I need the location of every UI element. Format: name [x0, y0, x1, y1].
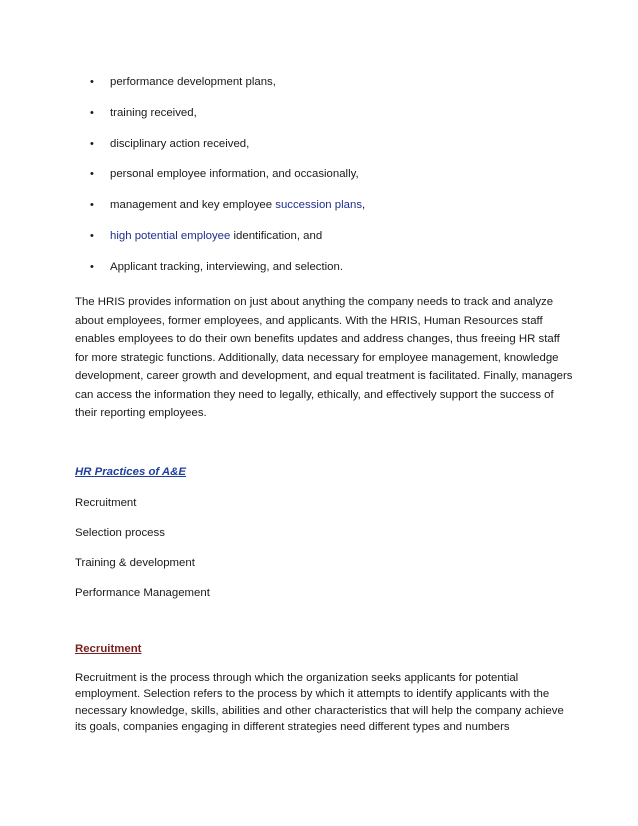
list-item: • training received, [90, 106, 197, 119]
bullet-icon: • [90, 76, 94, 88]
list-item: • high potential employee identification, and [90, 229, 323, 242]
list-item: Recruitment [75, 497, 137, 509]
bullet-icon: • [90, 106, 94, 119]
recruitment-heading: Recruitment [75, 643, 142, 655]
succession-plans-link[interactable]: succession plans [275, 199, 363, 212]
bullet-icon: • [90, 260, 94, 273]
list-item: • Applicant tracking, interviewing, and selection. [90, 260, 344, 273]
bullet-icon: • [90, 199, 94, 212]
list-item: Selection process [75, 527, 165, 539]
list-item: • management and key employee succession plans, [90, 199, 366, 212]
recruitment-paragraph: Recruitment is the process through which the organization seeks applicants for potential employment. Selection refers to the process by which it attempts to identify applicants with the necessary knowledge, skills, abilities and other characteristics that will help the company achieve its goals, companies engaging in different strategies need different types and numbers [75, 672, 564, 733]
bullet-icon: • [90, 229, 94, 242]
list-item: Performance Management [75, 587, 210, 599]
hris-paragraph: The HRIS provides information on just about anything the company needs to track and analyze about employees, former employees, and applicants. With the HRIS, Human Resources staff enables employees to do their own benefits updates and address changes, thus freeing HR staff for more strategic functions. Additionally, data necessary for employee management, knowledge development, career growth and development, and equal treatment is facilitated. Finally, managers can access the information they need to legally, ethically, and effectively support the success of their reporting employees. [75, 296, 573, 419]
bullet-icon: • [90, 168, 94, 181]
list-item: • personal employee information, and occasionally, [90, 168, 359, 181]
high-potential-employee-link[interactable]: high potential employee [110, 229, 231, 242]
bullet-icon: • [90, 137, 94, 150]
list-item: • performance development plans, [90, 76, 276, 88]
list-item: Training & development [75, 557, 195, 569]
list-item: • disciplinary action received, [90, 137, 250, 150]
hr-practices-list [75, 495, 210, 615]
hr-practices-heading: HR Practices of A&E [75, 466, 186, 478]
hris-bullet-list [90, 74, 365, 290]
